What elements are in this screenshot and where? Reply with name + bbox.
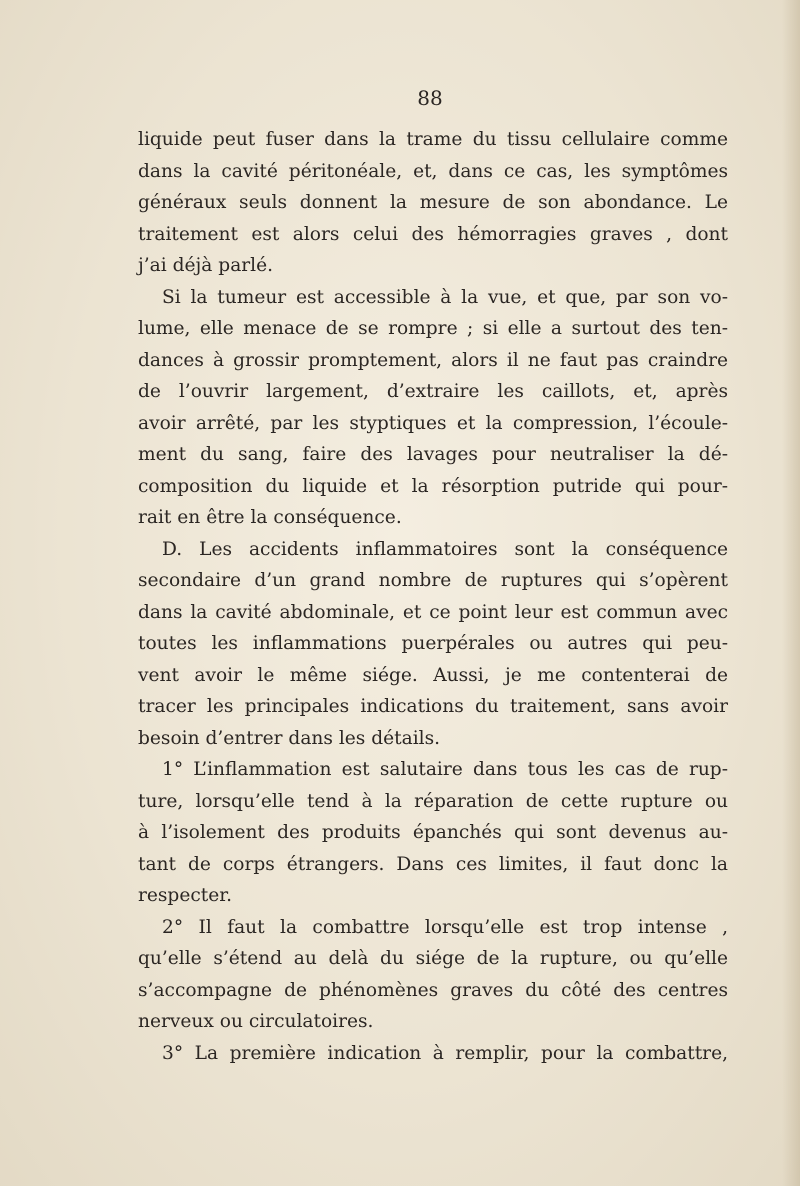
text-line: ture, lorsqu’elle tend à la réparation de cette rupture ou [138, 790, 728, 812]
text-line: de l’ouvrir largement, d’extraire les caillots, et, après [138, 381, 728, 402]
text-line: à l’isolement des produits épanchés qui sont devenus au- [138, 822, 728, 843]
text-line: ment du sang, faire des lavages pour neutraliser la dé- [138, 444, 728, 465]
text-line: 2° Il faut la combattre lorsqu’elle est trop intense , [162, 916, 728, 938]
text-line: j’ai déjà parlé. [138, 255, 274, 276]
text-line: toutes les inflammations puerpérales ou autres qui peu- [138, 633, 728, 654]
text-line: dans la cavité péritonéale, et, dans ce cas, les symptômes [138, 160, 728, 182]
page-edge-shadow [782, 0, 800, 1186]
text-line: besoin d’entrer dans les détails. [138, 727, 441, 749]
text-line: composition du liquide et la résorption putride qui pour- [138, 475, 728, 497]
text-line: s’accompagne de phénomènes graves du côté des centres [138, 979, 728, 1001]
text-line: respecter. [138, 885, 232, 906]
text-line: Si la tumeur est accessible à la vue, et que, par son vo- [162, 286, 728, 308]
page-number: 88 [417, 86, 443, 110]
text-line: tant de corps étrangers. Dans ces limites, il faut donc la [138, 853, 728, 875]
text-line: dances à grossir promptement, alors il ne faut pas craindre [138, 349, 728, 371]
text-line: tracer les principales indications du traitement, sans avoir [138, 696, 728, 717]
text-line: rait en être la conséquence. [138, 507, 402, 528]
text-line: lume, elle menace de se rompre ; si elle a surtout des ten- [138, 318, 728, 339]
text-line: traitement est alors celui des hémorragies graves , dont [138, 223, 728, 245]
text-line: vent avoir le même siége. Aussi, je me contenterai de [138, 664, 728, 686]
text-line: secondaire d’un grand nombre de ruptures qui s’opèrent [138, 570, 728, 591]
text-line: qu’elle s’étend au delà du siége de la rupture, ou qu’elle [138, 948, 728, 969]
text-line: nerveux ou circulatoires. [138, 1011, 374, 1032]
text-line: dans la cavité abdominale, et ce point leur est commun avec [138, 601, 728, 623]
body-text [138, 124, 728, 1069]
text-line: 3° La première indication à remplir, pour la combattre, [162, 1042, 728, 1064]
text-line: généraux seuls donnent la mesure de son abondance. Le [138, 192, 728, 213]
text-line: avoir arrêté, par les styptiques et la compression, l’écoule- [138, 412, 728, 434]
text-line: 1° L’inflammation est salutaire dans tous les cas de rup- [162, 759, 728, 780]
text-line: D. Les accidents inflammatoires sont la conséquence [162, 538, 728, 560]
text-line: liquide peut fuser dans la trame du tissu cellulaire comme [138, 129, 728, 150]
